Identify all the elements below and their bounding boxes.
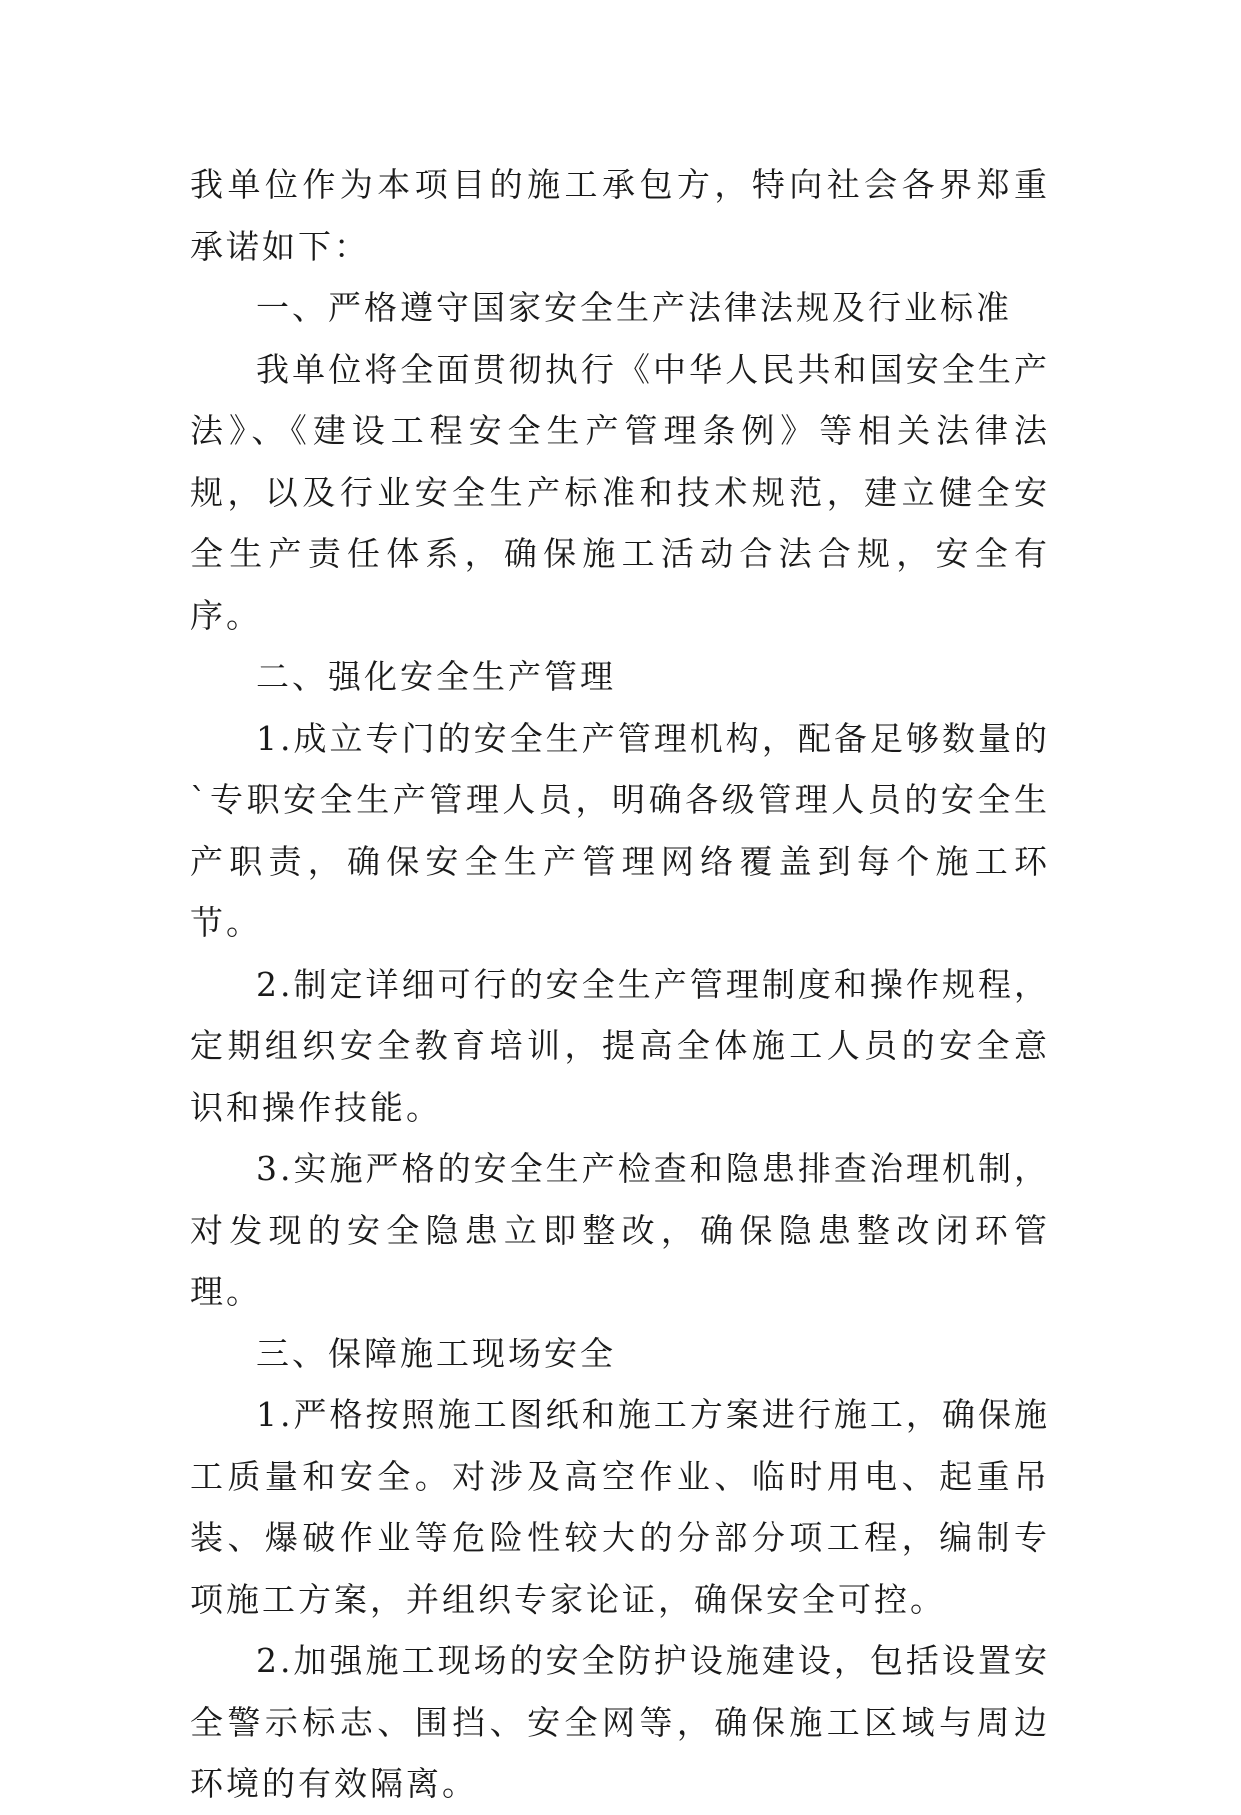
section-2-item-2: 2.制定详细可行的安全生产管理制度和操作规程，定期组织安全教育培训，提高全体施工人员的安全意识和操作技能。: [190, 964, 1050, 1127]
intro-paragraph: 我单位作为本项目的施工承包方，特向社会各界郑重承诺如下：: [190, 165, 1050, 266]
document-body: [190, 154, 1050, 1815]
section-2-item-1: 1.成立专门的安全生产管理机构，配备足够数量的`专职安全生产管理人员，明确各级管理人员的安全生产职责，确保安全生产管理网络覆盖到每个施工环节。: [190, 718, 1050, 942]
section-3-item-2: 2.加强施工现场的安全防护设施建设，包括设置安全警示标志、围挡、安全网等，确保施工区域与周边环境的有效隔离。: [190, 1641, 1050, 1803]
section-heading-3: 三、保障施工现场安全: [256, 1333, 616, 1373]
section-heading-2: 二、强化安全生产管理: [256, 657, 616, 696]
section-3-item-1: 1.严格按照施工图纸和施工方案进行施工，确保施工质量和安全。对涉及高空作业、临时用电、起重吊装、爆破作业等危险性较大的分部分项工程，编制专项施工方案，并组织专家论证，确保安全可控。: [190, 1395, 1050, 1619]
section-heading-1: 一、严格遵守国家安全生产法律法规及行业标准: [256, 288, 1012, 327]
section-2-item-3: 3.实施严格的安全生产检查和隐患排查治理机制，对发现的安全隐患立即整改，确保隐患整改闭环管理。: [190, 1149, 1050, 1311]
section-1-paragraph: 我单位将全面贯彻执行《中华人民共和国安全生产法》、《建设工程安全生产管理条例》等相关法律法规，以及行业安全生产标准和技术规范，建立健全安全生产责任体系，确保施工活动合法合规，安全有序。: [190, 349, 1050, 635]
